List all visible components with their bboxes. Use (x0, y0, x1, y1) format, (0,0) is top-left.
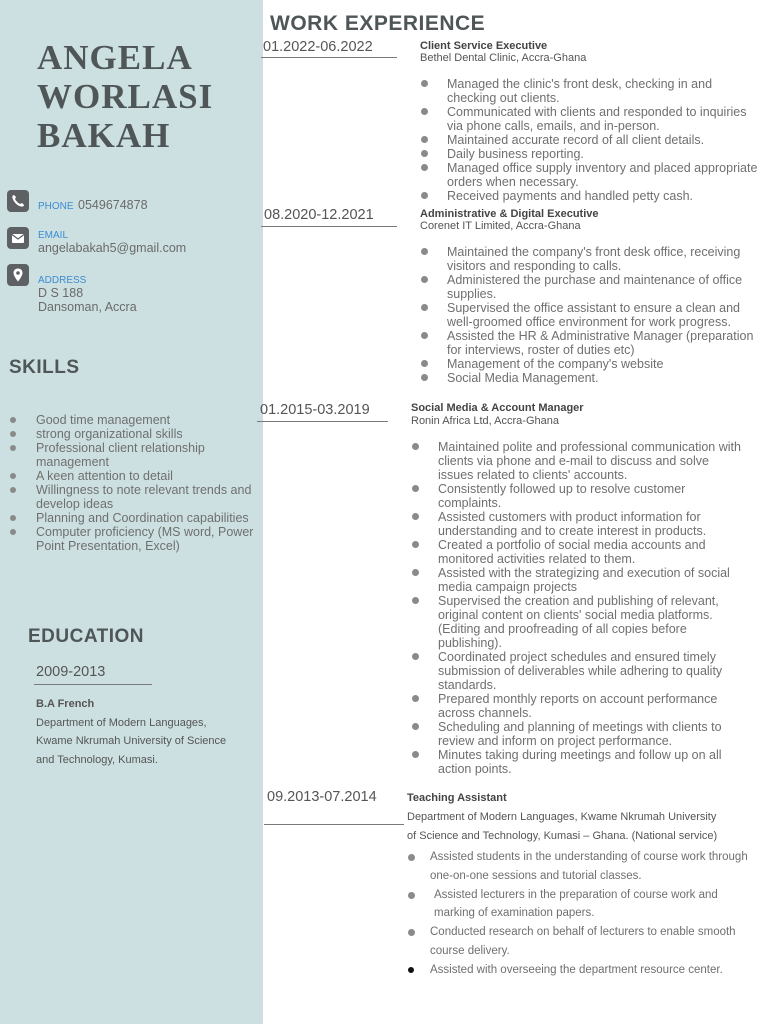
job-title: Administrative & Digital Executive (420, 208, 599, 220)
name-line-2: WORLASI (37, 77, 214, 116)
job-bullet: Management of the company's website (420, 357, 760, 371)
skill-item: Good time management (9, 413, 254, 427)
job-company: of Science and Technology, Kumasi – Ghana. (National service) (407, 830, 718, 842)
job-bullet: Maintained the company's front desk office, receiving visitors and responding to calls. (420, 245, 760, 273)
job-bullet: Prepared monthly reports on account performance across channels. (411, 692, 746, 720)
date-divider (261, 226, 397, 227)
date-divider (264, 824, 404, 825)
job-bullets (411, 440, 746, 776)
job-bullet: Supervised the office assistant to ensure a clean and well-groomed office environment for work progress. (420, 301, 760, 329)
applicant-name (37, 38, 213, 155)
education-department: Department of Modern Languages, (36, 716, 207, 729)
job-bullets (420, 245, 760, 385)
job-bullet: Conducted research on behalf of lecturers to enable smooth course delivery. (407, 923, 752, 961)
education-heading: EDUCATION (28, 626, 145, 647)
education-degree: B.A French (36, 698, 95, 710)
email-icon (7, 227, 29, 249)
skill-item: A keen attention to detail (9, 469, 254, 483)
education-university: Kwame Nkrumah University of Science (36, 735, 227, 748)
skills-heading: SKILLS (9, 357, 80, 378)
phone-row (38, 196, 148, 214)
job-title: Client Service Executive (420, 40, 548, 52)
job-bullet: Assisted with overseeing the department resource center. (407, 961, 752, 980)
education-years: 2009-2013 (36, 664, 106, 680)
skill-item: Willingness to note relevant trends and develop ideas (9, 483, 254, 511)
job-bullet: Managed the clinic's front desk, checking in and checking out clients. (420, 77, 760, 105)
location-pin-icon (7, 264, 29, 286)
job-bullet: Received payments and handled petty cash. (420, 189, 760, 203)
job-dates: 08.2020-12.2021 (264, 207, 374, 223)
job-company: Corenet IT Limited, Accra-Ghana (420, 220, 581, 232)
name-line-3: BAKAH (37, 116, 171, 155)
address-line-1: D S 188 (38, 286, 84, 300)
date-divider (257, 421, 388, 422)
job-dates: 01.2015-03.2019 (260, 402, 370, 418)
email-value: angelabakah5@gmail.com (38, 241, 187, 255)
job-bullet: Assisted students in the understanding of course work through one-on-one sessions and tutorial classes. (407, 848, 752, 886)
job-bullets (407, 848, 752, 980)
job-company: Bethel Dental Clinic, Accra-Ghana (420, 52, 587, 64)
phone-icon (7, 190, 29, 212)
phone-label: PHONE (38, 201, 74, 212)
phone-value: 0549674878 (78, 198, 148, 212)
job-bullet: Daily business reporting. (420, 147, 760, 161)
skill-item: Computer proficiency (MS word, Power Point Presentation, Excel) (9, 525, 254, 553)
date-divider (261, 57, 397, 58)
job-bullet: Maintained accurate record of all client details. (420, 133, 760, 147)
address-label: ADDRESS (38, 275, 87, 286)
job-bullet: Coordinated project schedules and ensured timely submission of deliverables while adhering to quality standards. (411, 650, 746, 692)
skill-item: strong organizational skills (9, 427, 254, 441)
skill-item: Professional client relationship management (9, 441, 254, 469)
education-location: and Technology, Kumasi. (36, 754, 158, 767)
job-title: Social Media & Account Manager (411, 402, 584, 414)
job-title: Teaching Assistant (407, 792, 507, 804)
job-bullet: Scheduling and planning of meetings with clients to review and inform on project performance. (411, 720, 746, 748)
skills-list (9, 413, 254, 553)
job-dates: 09.2013-07.2014 (267, 789, 377, 805)
job-bullet: Administered the purchase and maintenance of office supplies. (420, 273, 760, 301)
job-bullet: Managed office supply inventory and placed appropriate orders when necessary. (420, 161, 760, 189)
job-bullet: Assisted the HR & Administrative Manager (preparation for interviews, roster of duties etc) (420, 329, 760, 357)
name-line-1: ANGELA (37, 38, 193, 77)
address-line-2: Dansoman, Accra (38, 300, 137, 314)
job-bullet: Maintained polite and professional communication with clients via phone and e-mail to discuss and solve issues related to clients' accounts. (411, 440, 746, 482)
job-company: Department of Modern Languages, Kwame Nkrumah University (407, 811, 717, 823)
job-bullets (420, 77, 760, 203)
job-company: Ronin Africa Ltd, Accra-Ghana (411, 415, 559, 427)
job-bullet: Created a portfolio of social media accounts and monitored activities related to them. (411, 538, 746, 566)
job-bullet: Consistently followed up to resolve customer complaints. (411, 482, 746, 510)
job-bullet: Minutes taking during meetings and follow up on all action points. (411, 748, 746, 776)
job-dates: 01.2022-06.2022 (263, 39, 373, 55)
job-bullet: Assisted with the strategizing and execution of social media campaign projects (411, 566, 746, 594)
skill-item: Planning and Coordination capabilities (9, 511, 254, 525)
education-divider (34, 684, 152, 685)
job-bullet: Social Media Management. (420, 371, 760, 385)
email-label: EMAIL (38, 230, 69, 241)
work-experience-heading: WORK EXPERIENCE (270, 12, 486, 35)
job-bullet: Supervised the creation and publishing of relevant, original content on clients' social media platforms. (Editing and proofreading of all copies before publishing). (411, 594, 746, 650)
job-bullet: Assisted lecturers in the preparation of course work and marking of examination papers. (407, 886, 752, 924)
job-bullet: Assisted customers with product information for understanding and to create interest in products. (411, 510, 746, 538)
education-details (36, 695, 251, 770)
job-bullet: Communicated with clients and responded to inquiries via phone calls, emails, and in-person. (420, 105, 760, 133)
